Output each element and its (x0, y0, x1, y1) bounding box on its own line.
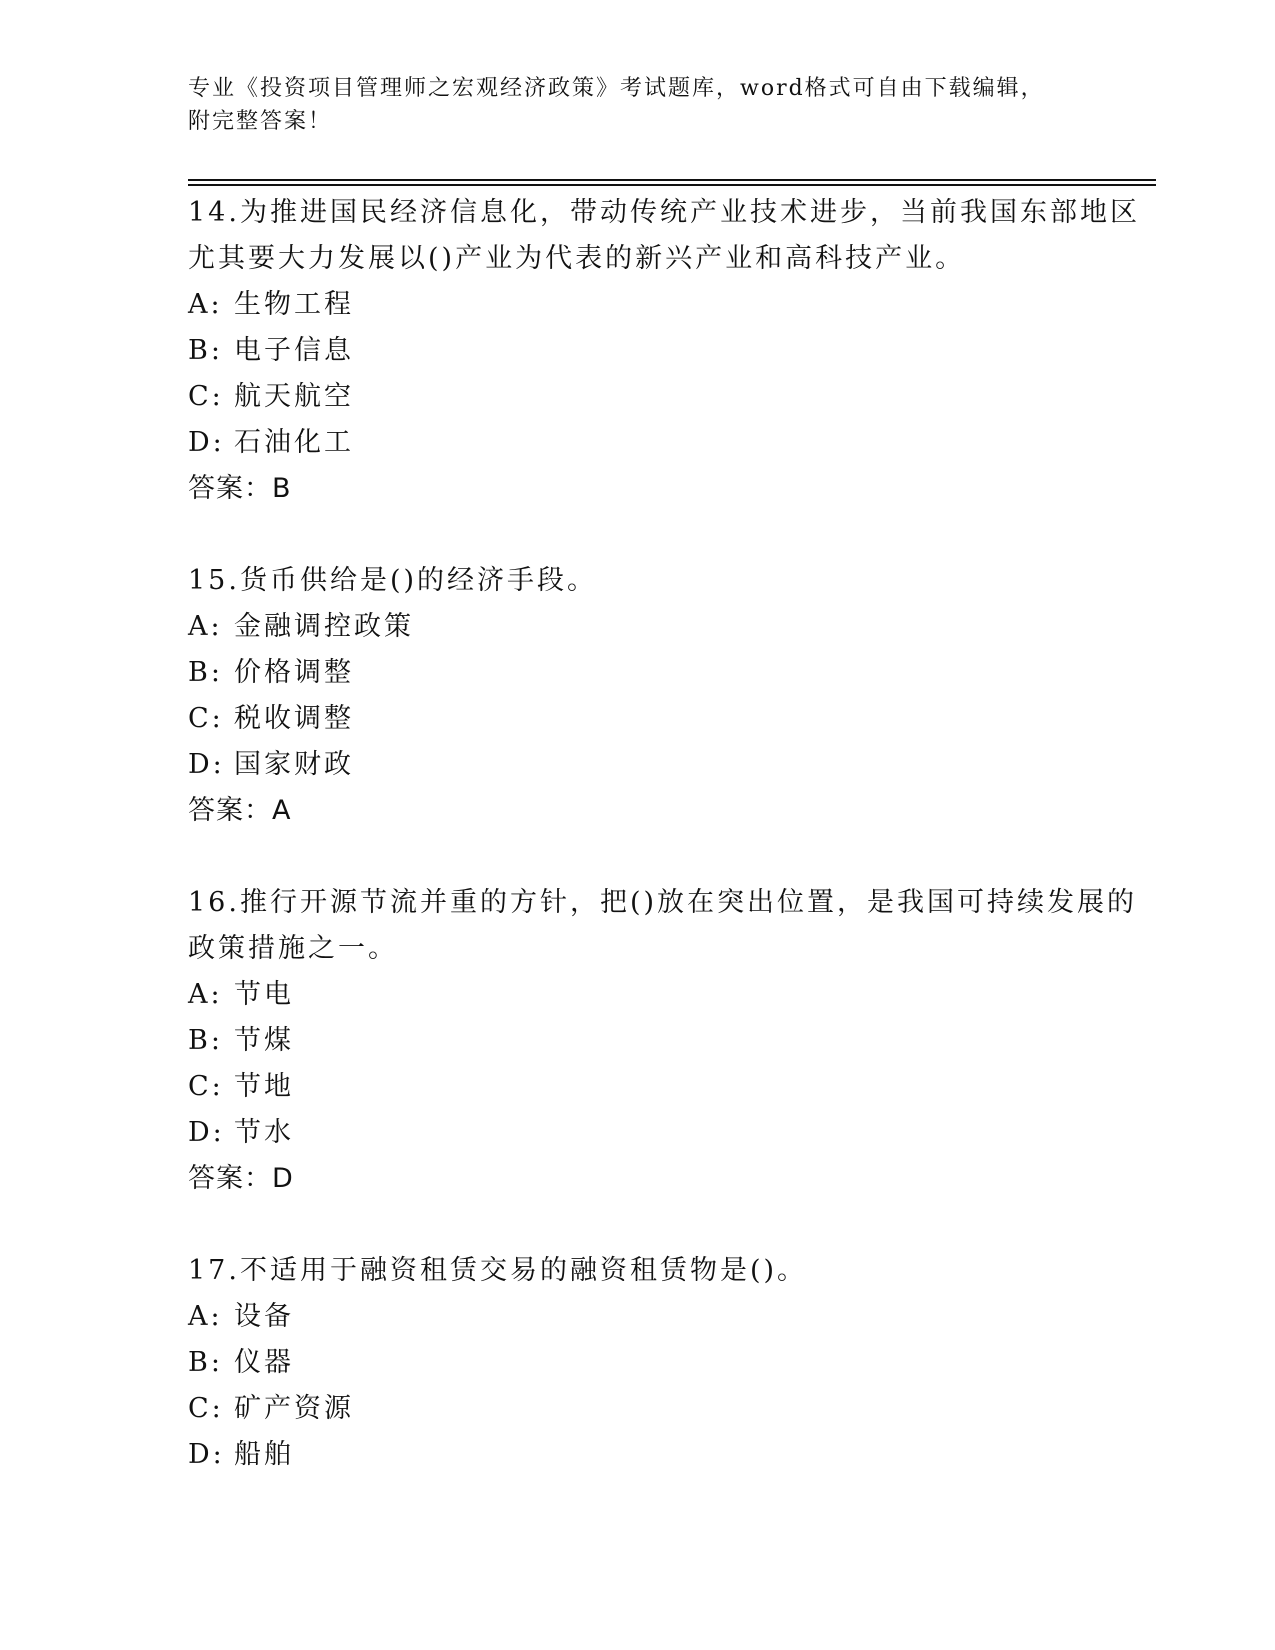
question-text: 16.推行开源节流并重的方针，把()放在突出位置，是我国可持续发展的政策措施之一。 (188, 887, 1138, 964)
option-text: 节电 (234, 979, 294, 1010)
option-key: C: (188, 381, 224, 412)
option-a (188, 972, 1148, 1018)
option-key: B: (188, 1347, 223, 1378)
option-b (188, 1340, 1148, 1386)
option-a (188, 282, 1148, 328)
document-header (188, 72, 1148, 138)
option-text: 石油化工 (234, 427, 354, 458)
question-17 (188, 1248, 1148, 1478)
option-text: 电子信息 (234, 335, 354, 366)
header-line-1: 专业《投资项目管理师之宏观经济政策》考试题库，word格式可自由下载编辑， (188, 76, 1045, 101)
header-line-2: 附完整答案！ (188, 109, 333, 134)
option-text: 节地 (234, 1071, 294, 1102)
option-key: B: (188, 1025, 223, 1056)
question-15 (188, 558, 1148, 834)
double-rule-top (188, 179, 1156, 181)
option-text: 仪器 (234, 1347, 294, 1378)
option-key: C: (188, 1071, 224, 1102)
option-key: B: (188, 335, 223, 366)
option-text: 节水 (234, 1117, 294, 1148)
option-b (188, 328, 1148, 374)
answer-line: 答案：A (188, 795, 292, 826)
option-key: A: (188, 611, 223, 642)
option-text: 矿产资源 (234, 1393, 354, 1424)
option-key: D: (188, 1439, 225, 1470)
option-text: 设备 (234, 1301, 294, 1332)
option-key: A: (188, 289, 223, 320)
option-text: 船舶 (234, 1439, 294, 1470)
option-text: 金融调控政策 (234, 611, 414, 642)
question-list (188, 190, 1148, 1524)
option-a (188, 1294, 1148, 1340)
question-text: 15.货币供给是()的经济手段。 (188, 565, 598, 596)
option-c (188, 374, 1148, 420)
option-text: 价格调整 (234, 657, 354, 688)
question-14 (188, 190, 1148, 512)
option-b (188, 1018, 1148, 1064)
option-key: A: (188, 1301, 223, 1332)
option-c (188, 1386, 1148, 1432)
option-d (188, 420, 1148, 466)
option-text: 国家财政 (234, 749, 354, 780)
option-key: C: (188, 1393, 224, 1424)
option-d (188, 1432, 1148, 1478)
answer-line: 答案：D (188, 1163, 294, 1194)
option-key: C: (188, 703, 224, 734)
option-text: 税收调整 (234, 703, 354, 734)
question-16 (188, 880, 1148, 1202)
option-a (188, 604, 1148, 650)
option-text: 生物工程 (234, 289, 354, 320)
option-text: 航天航空 (234, 381, 354, 412)
question-text: 17.不适用于融资租赁交易的融资租赁物是()。 (188, 1255, 808, 1286)
option-key: A: (188, 979, 223, 1010)
option-c (188, 696, 1148, 742)
answer-line: 答案：B (188, 473, 292, 504)
question-text: 14.为推进国民经济信息化，带动传统产业技术进步，当前我国东部地区尤其要大力发展以()产业为代表的新兴产业和高科技产业。 (188, 197, 1140, 274)
option-text: 节煤 (234, 1025, 294, 1056)
option-key: B: (188, 657, 223, 688)
option-key: D: (188, 1117, 225, 1148)
option-key: D: (188, 749, 225, 780)
option-d (188, 1110, 1148, 1156)
option-c (188, 1064, 1148, 1110)
double-rule-bottom (188, 184, 1156, 186)
option-key: D: (188, 427, 225, 458)
option-b (188, 650, 1148, 696)
option-d (188, 742, 1148, 788)
